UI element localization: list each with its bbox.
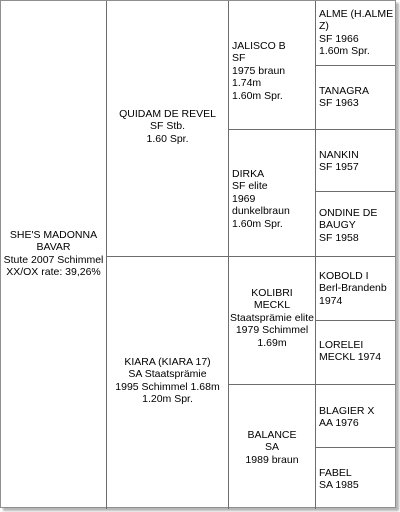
horse-sire-sire bbox=[232, 40, 315, 102]
horse-subject bbox=[1, 229, 106, 279]
horse-dam-text: KIARA (KIARA 17) SA Staatsprämie 1995 Schimmel 1.68m 1.20m Spr. bbox=[115, 356, 220, 406]
column-divider bbox=[106, 1, 107, 509]
row-divider bbox=[228, 129, 395, 130]
row-divider bbox=[315, 191, 395, 192]
horse-gen4-text: TANAGRA SF 1963 bbox=[319, 85, 369, 110]
horse-gen4-text: KOBOLD I Berl-Brandenb 1974 bbox=[319, 270, 387, 307]
horse-gen4-4 bbox=[319, 207, 395, 244]
horse-dam-dam bbox=[229, 429, 315, 466]
horse-gen4-text: LORELEI MECKL 1974 bbox=[319, 339, 382, 364]
row-divider bbox=[315, 447, 395, 448]
horse-gen4-text: NANKIN SF 1957 bbox=[319, 149, 359, 174]
horse-gen4-text: ALME (H.ALME Z) SF 1966 1.60m Spr. bbox=[319, 8, 394, 58]
row-divider bbox=[315, 320, 395, 321]
horse-dam-sire bbox=[229, 287, 315, 349]
horse-gen4-2 bbox=[319, 85, 395, 110]
horse-gen4-text: FABEL SA 1985 bbox=[319, 467, 359, 492]
horse-dam bbox=[107, 356, 228, 406]
row-divider bbox=[228, 384, 395, 385]
horse-sire bbox=[107, 108, 228, 145]
horse-subject-text: SHE'S MADONNA BAVAR Stute 2007 Schimmel XX/OX rate: 39,26% bbox=[3, 229, 104, 279]
horse-dam-dam-text: BALANCE SA 1989 braun bbox=[245, 429, 299, 466]
horse-sire-text: QUIDAM DE REVEL SF Stb. 1.60 Spr. bbox=[119, 108, 216, 145]
horse-gen4-6 bbox=[319, 339, 395, 364]
horse-sire-sire-text: JALISCO B SF 1975 braun 1.74m 1.60m Spr. bbox=[232, 40, 286, 102]
row-divider bbox=[106, 256, 395, 257]
horse-gen4-7 bbox=[319, 405, 395, 430]
horse-dam-sire-text: KOLIBRI MECKL Staatsprämie elite 1979 Schimmel 1.69m bbox=[229, 287, 315, 349]
horse-gen4-1 bbox=[319, 8, 395, 58]
column-divider bbox=[315, 1, 316, 509]
row-divider bbox=[315, 65, 395, 66]
horse-gen4-8 bbox=[319, 467, 395, 492]
horse-sire-dam-text: DIRKA SF elite 1969 dunkelbraun 1.60m Spr. bbox=[232, 168, 290, 230]
horse-gen4-text: BLAGIER X AA 1976 bbox=[319, 405, 375, 430]
horse-gen4-5 bbox=[319, 270, 395, 307]
horse-gen4-text: ONDINE DE BAUGY SF 1958 bbox=[319, 207, 378, 244]
horse-gen4-3 bbox=[319, 149, 395, 174]
horse-sire-dam bbox=[232, 168, 315, 230]
